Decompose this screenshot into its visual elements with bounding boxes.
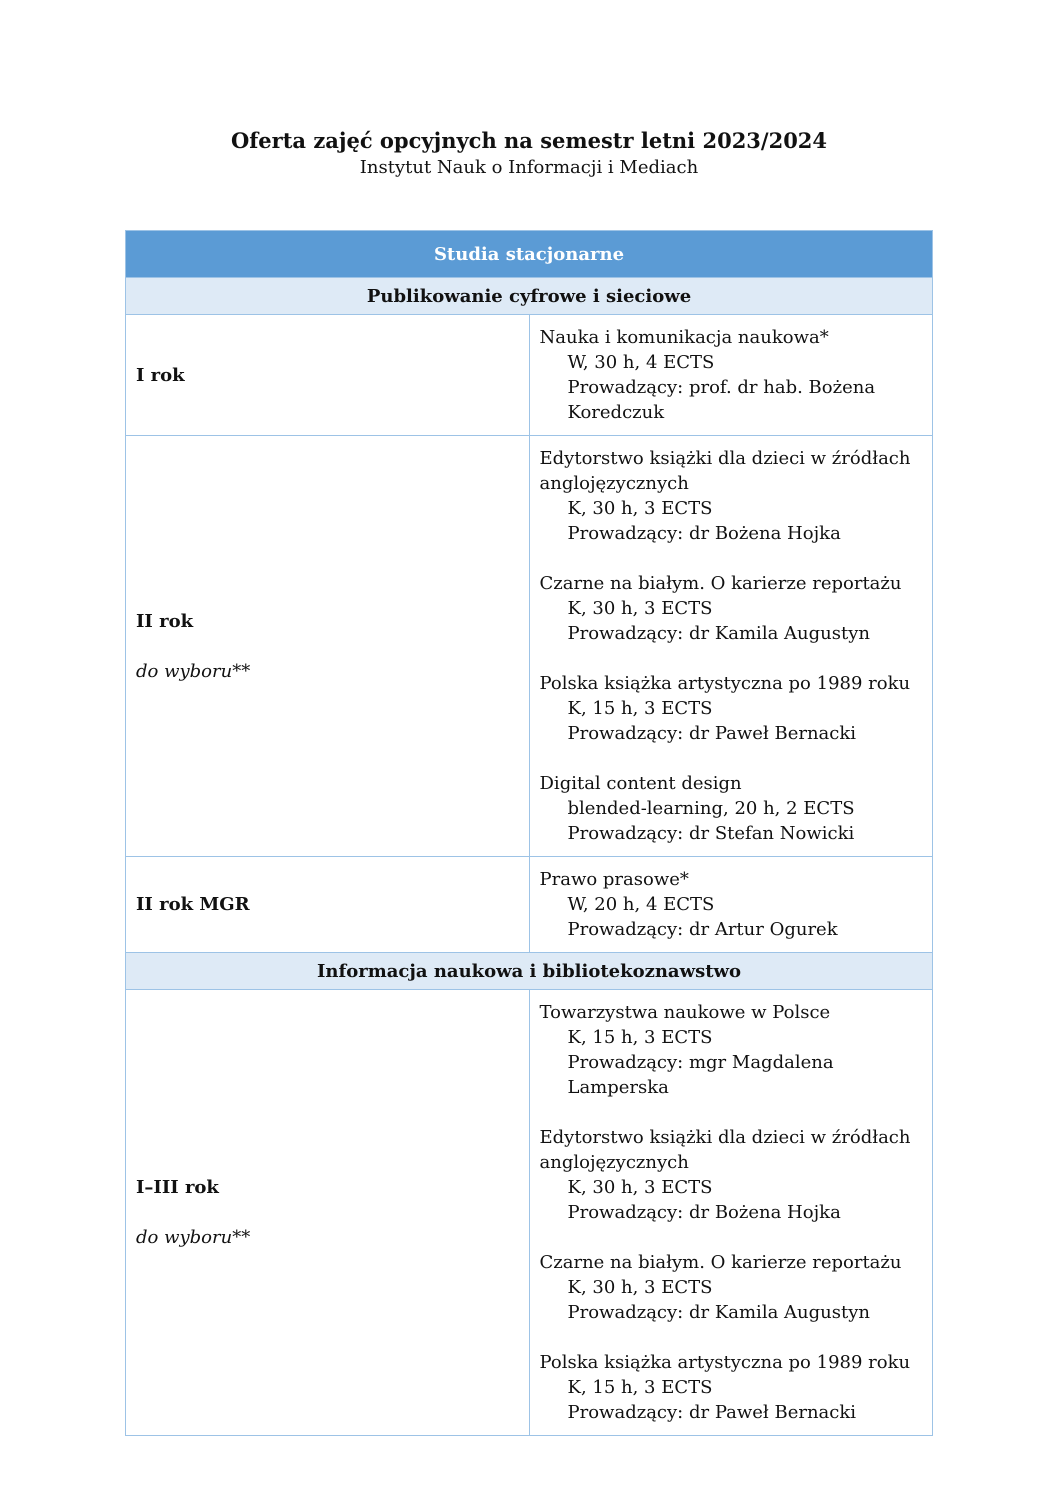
course-teacher: Prowadzący: dr Kamila Augustyn [567, 1302, 870, 1323]
course-teacher: Prowadzący: dr Bożena Hojka [567, 523, 841, 544]
section-header-row [126, 953, 933, 990]
table-row [126, 436, 933, 857]
year-cell [126, 315, 530, 436]
course-name: Polska książka artystyczna po 1989 roku [539, 673, 911, 694]
table-row [126, 315, 933, 436]
year-cell [126, 857, 530, 953]
course-offer-table [125, 230, 933, 1436]
course-name: Czarne na białym. O karierze reportażu [539, 1252, 902, 1273]
section-title: Publikowanie cyfrowe i sieciowe [126, 278, 933, 315]
course-entry [540, 446, 923, 546]
courses-cell [529, 315, 933, 436]
course-teacher: Prowadzący: dr Kamila Augustyn [567, 623, 870, 644]
year-cell [126, 436, 530, 857]
course-entry [540, 1000, 923, 1100]
course-name: Towarzystwa naukowe w Polsce [539, 1002, 831, 1023]
course-name: Edytorstwo książki dla dzieci w źródłach anglojęzycznych [539, 1127, 911, 1173]
course-detail: blended-learning, 20 h, 2 ECTS [567, 798, 855, 819]
year-note: do wyboru** [136, 660, 251, 682]
course-entry [540, 771, 923, 846]
course-name: Prawo prasowe* [539, 869, 689, 890]
document-subtitle: Instytut Nauk o Informacji i Mediach [359, 157, 699, 178]
section-title: Informacja naukowa i bibliotekoznawstwo [126, 953, 933, 990]
course-teacher: Prowadzący: dr Paweł Bernacki [567, 723, 857, 744]
document-header [0, 126, 1058, 180]
course-name: Polska książka artystyczna po 1989 roku [539, 1352, 911, 1373]
course-detail: K, 30 h, 3 ECTS [567, 598, 713, 619]
table-row [126, 990, 933, 1436]
course-teacher: Prowadzący: dr Bożena Hojka [567, 1202, 841, 1223]
year-label: I–III rok [136, 1177, 219, 1198]
course-detail: K, 30 h, 3 ECTS [567, 498, 713, 519]
course-teacher: Prowadzący: prof. dr hab. Bożena Koredczuk [567, 377, 876, 423]
study-mode-header: Studia stacjonarne [126, 231, 933, 278]
year-note: do wyboru** [136, 1227, 251, 1248]
courses-cell [529, 436, 933, 857]
course-teacher: Prowadzący: dr Stefan Nowicki [567, 823, 855, 844]
study-mode-row [126, 231, 933, 278]
year-label: II rok [136, 610, 194, 632]
table-row [126, 857, 933, 953]
course-entry [540, 867, 923, 942]
section-header-row [126, 278, 933, 315]
course-detail: K, 30 h, 3 ECTS [567, 1177, 713, 1198]
course-detail: K, 15 h, 3 ECTS [567, 1377, 713, 1398]
course-teacher: Prowadzący: mgr Magdalena Lamperska [567, 1052, 834, 1098]
course-teacher: Prowadzący: dr Artur Ogurek [567, 919, 838, 940]
course-name: Nauka i komunikacja naukowa* [539, 327, 829, 348]
year-label: II rok MGR [136, 894, 250, 915]
year-cell [126, 990, 530, 1436]
course-entry [540, 1350, 923, 1425]
course-entry [540, 571, 923, 646]
course-entry [540, 1125, 923, 1225]
course-detail: W, 20 h, 4 ECTS [567, 894, 715, 915]
document-title: Oferta zajęć opcyjnych na semestr letni 2023/2024 [230, 128, 828, 153]
course-name: Digital content design [539, 773, 742, 794]
course-name: Czarne na białym. O karierze reportażu [539, 573, 902, 594]
course-name: Edytorstwo książki dla dzieci w źródłach anglojęzycznych [539, 448, 911, 494]
course-entry [540, 325, 923, 425]
courses-cell [529, 857, 933, 953]
course-entry [540, 1250, 923, 1325]
year-label: I rok [136, 364, 185, 386]
course-detail: W, 30 h, 4 ECTS [567, 352, 715, 373]
course-entry [540, 671, 923, 746]
courses-cell [529, 990, 933, 1436]
course-detail: K, 15 h, 3 ECTS [567, 1027, 713, 1048]
course-teacher: Prowadzący: dr Paweł Bernacki [567, 1402, 857, 1423]
course-detail: K, 15 h, 3 ECTS [567, 698, 713, 719]
course-detail: K, 30 h, 3 ECTS [567, 1277, 713, 1298]
